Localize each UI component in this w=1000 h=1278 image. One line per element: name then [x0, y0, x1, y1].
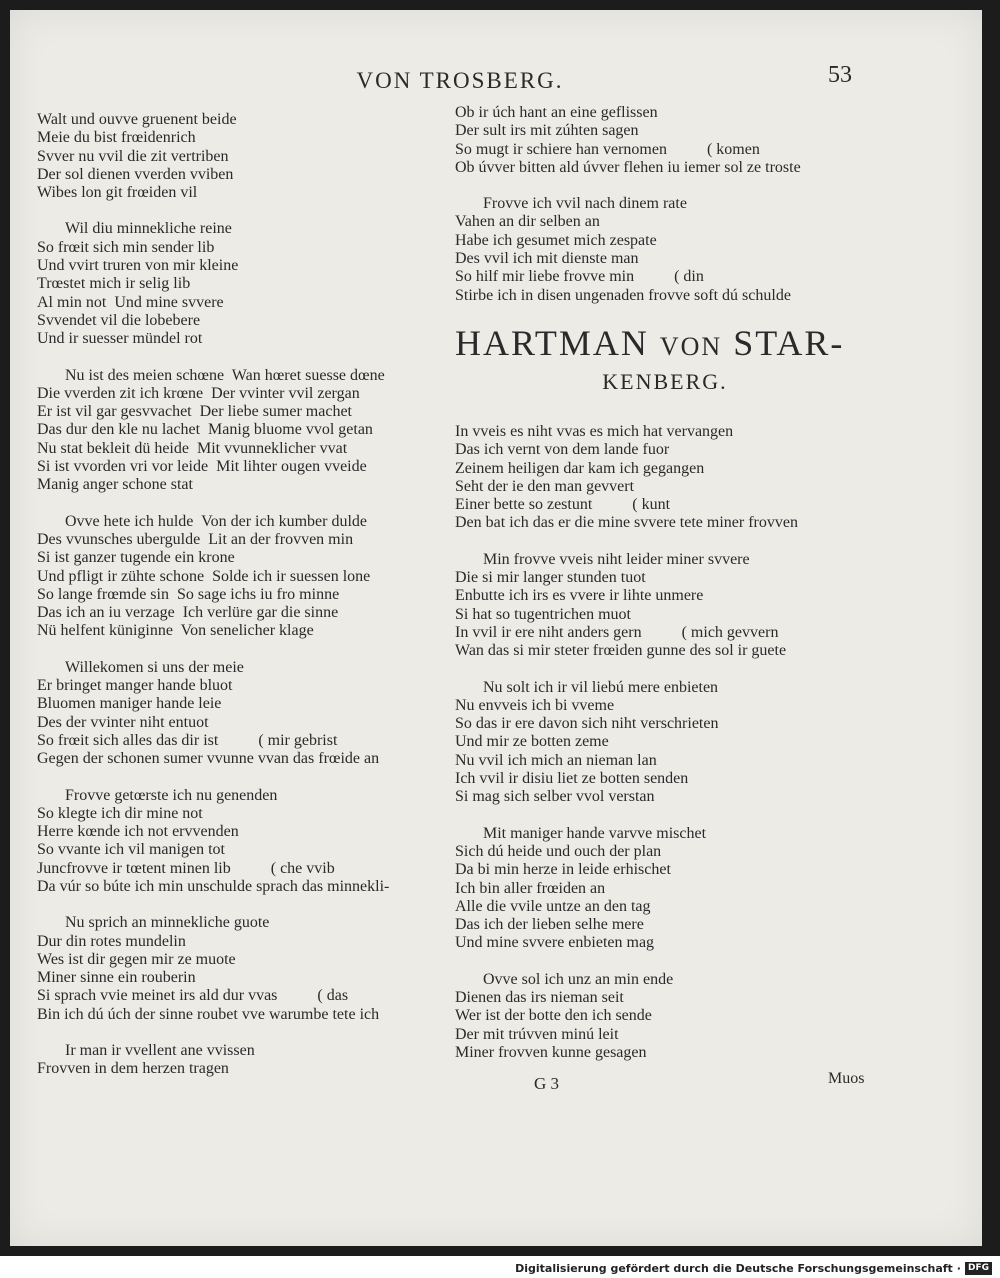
- verse-line: Willekomen si uns der meie: [65, 658, 244, 676]
- stanza: [455, 195, 875, 305]
- stanza: [455, 825, 875, 953]
- verse-line: Und mir ze botten zeme: [455, 733, 609, 751]
- credit-text: Digitalisierung gefördert durch die Deutsche Forschungsgemeinschaft: [515, 1261, 953, 1275]
- verse-line: Das dur den kle nu lachet Manig bluome vvol getan: [37, 421, 373, 439]
- verse-line: Der sult irs mit zúhten sagen: [455, 122, 639, 140]
- verse-line: Frovve getœrste ich nu genenden: [65, 786, 278, 804]
- verse-line: Si sprach vvie meinet irs ald dur vvas ( das: [37, 987, 349, 1005]
- stanza: [37, 659, 467, 769]
- verse-line: Nu envveis ich bi vveme: [455, 696, 615, 714]
- dfg-logo: DFG: [965, 1262, 992, 1275]
- verse-line: In vvil ir ere niht anders gern ( mich gevvern: [455, 623, 779, 641]
- verse-line: Wan das si mir steter frœiden gunne des sol ir guete: [455, 642, 787, 660]
- verse-line: So vvante ich vil manigen tot: [37, 841, 225, 859]
- verse-line: Mit maniger hande varvve mischet: [483, 824, 707, 842]
- stanza: [37, 220, 467, 348]
- credit-separator: ·: [956, 1261, 961, 1275]
- verse-line: Svvendet vil die lobebere: [37, 311, 201, 329]
- verse-line: Des vvil ich mit dienste man: [455, 250, 639, 268]
- verse-line: Und pfligt ir zühte schone Solde ich ir suessen lone: [37, 567, 371, 585]
- page-number: 53: [828, 62, 852, 88]
- stanza: [455, 104, 875, 177]
- poet-heading-line2: KENBERG.: [602, 368, 728, 394]
- stanza: [37, 513, 467, 641]
- verse-line: Da vúr so búte ich min unschulde sprach das minnekli-: [37, 877, 390, 895]
- verse-line: Trœstet mich ir selig lib: [37, 275, 191, 293]
- verse-line: Das ich der lieben selhe mere: [455, 916, 644, 934]
- left-column: [37, 111, 467, 1097]
- poet-heading: [455, 323, 875, 367]
- verse-line: Nu ist des meien schœne Wan hœret suesse dœne: [65, 366, 385, 384]
- verse-line: Die vverden zit ich krœne Der vvinter vvil zergan: [37, 384, 360, 402]
- verse-line: Das ich an iu verzage Ich verlüre gar die sinne: [37, 604, 339, 622]
- verse-line: Nu vvil ich mich an nieman lan: [455, 751, 657, 769]
- verse-line: Nu sprich an minnekliche guote: [65, 914, 270, 932]
- stanza: [37, 111, 467, 202]
- verse-line: Ob úvver bitten ald úvver flehen iu iemer sol ze troste: [455, 158, 801, 176]
- verse-line: Einer bette so zestunt ( kunt: [455, 496, 671, 514]
- verse-line: So das ir ere davon sich niht verschrieten: [455, 715, 719, 733]
- verse-line: Da bi min herze in leide erhischet: [455, 861, 671, 879]
- verse-line: So frœit sich alles das dir ist ( mir gebrist: [37, 731, 338, 749]
- verse-line: Die si mir langer stunden tuot: [455, 569, 646, 587]
- verse-line: So hilf mir liebe frovve min ( din: [455, 268, 704, 286]
- verse-line: Ich vvil ir disiu liet ze botten senden: [455, 770, 689, 788]
- verse-line: Ich bin aller frœiden an: [455, 879, 606, 897]
- poet-heading-von: VON: [659, 331, 723, 361]
- verse-line: Das ich vernt von dem lande fuor: [455, 441, 670, 459]
- verse-line: Si ist vvorden vri vor leide Mit lihter ougen vveide: [37, 458, 367, 476]
- stanza: [455, 423, 875, 533]
- verse-line: Miner sinne ein rouberin: [37, 969, 196, 987]
- poet-heading-name: HARTMAN: [455, 322, 649, 363]
- verse-line: Al min not Und mine svvere: [37, 293, 224, 311]
- verse-line: Ovve hete ich hulde Von der ich kumber dulde: [65, 512, 367, 530]
- verse-line: Bin ich dú úch der sinne roubet vve warumbe tete ich: [37, 1005, 380, 1023]
- verse-line: Und mine svvere enbieten mag: [455, 934, 655, 952]
- verse-line: Enbutte ich irs es vvere ir lihte unmere: [455, 587, 704, 605]
- verse-line: Seht der ie den man gevvert: [455, 477, 635, 495]
- verse-line: Er bringet manger hande bluot: [37, 677, 233, 695]
- verse-line: Frovve ich vvil nach dinem rate: [483, 195, 687, 213]
- verse-line: Herre kœnde ich not ervvenden: [37, 823, 239, 841]
- stanza: [455, 551, 875, 661]
- verse-line: So lange frœmde sin So sage ichs iu fro minne: [37, 585, 340, 603]
- verse-line: Vahen an dir selben an: [455, 213, 600, 231]
- verse-line: Der sol dienen vverden vviben: [37, 165, 234, 183]
- book-page: [10, 10, 982, 1246]
- verse-line: Der mit trúvven minú leit: [455, 1025, 619, 1043]
- verse-line: Und vvirt truren von mir kleine: [37, 257, 239, 275]
- verse-line: Des der vvinter niht entuot: [37, 713, 209, 731]
- stanza: [37, 1042, 467, 1079]
- stanza: [37, 787, 467, 897]
- verse-line: Min frovve vveis niht leider miner svvere: [483, 550, 750, 568]
- verse-line: Zeinem heiligen dar kam ich gegangen: [455, 459, 705, 477]
- verse-line: Gegen der schonen sumer vvunne vvan das frœide an: [37, 750, 380, 768]
- right-column-stanzas-bottom: [455, 423, 875, 1062]
- verse-line: Dur din rotes mundelin: [37, 932, 186, 950]
- verse-line: Alle die vvile untze an den tag: [455, 897, 651, 915]
- right-column: [455, 104, 875, 1080]
- verse-line: Er ist vil gar gesvvachet Der liebe sumer machet: [37, 403, 352, 421]
- stanza: [37, 914, 467, 1024]
- verse-line: Wibes lon git frœiden vil: [37, 184, 198, 202]
- catchword: Muos: [828, 1070, 865, 1087]
- stanza: [37, 367, 467, 495]
- verse-line: Habe ich gesumet mich zespate: [455, 231, 657, 249]
- verse-line: Wer ist der botte den ich sende: [455, 1007, 652, 1025]
- stanza: [455, 971, 875, 1062]
- right-column-stanzas-top: [455, 104, 875, 305]
- verse-line: Bluomen maniger hande leie: [37, 695, 222, 713]
- verse-line: Svver nu vvil die zit vertriben: [37, 147, 229, 165]
- verse-line: Nu solt ich ir vil liebú mere enbieten: [483, 678, 719, 696]
- verse-line: So klegte ich dir mine not: [37, 804, 203, 822]
- poet-heading-rest: STAR-: [733, 322, 845, 363]
- verse-line: Juncfrovve ir tœtent minen lib ( che vvib: [37, 859, 335, 877]
- verse-line: In vveis es niht vvas es mich hat vervangen: [455, 422, 734, 440]
- verse-line: Manig anger schone stat: [37, 476, 193, 494]
- verse-line: Walt und ouvve gruenent beide: [37, 111, 237, 128]
- verse-line: Und ir suesser mündel rot: [37, 330, 203, 348]
- verse-line: Des vvunsches ubergulde Lit an der frovven min: [37, 530, 354, 548]
- verse-line: Wil diu minnekliche reine: [65, 220, 232, 238]
- verse-line: Ob ir úch hant an eine geflissen: [455, 104, 658, 121]
- verse-line: So frœit sich min sender lib: [37, 238, 215, 256]
- verse-line: Nu stat bekleit dü heide Mit vvunneklicher vvat: [37, 439, 348, 457]
- verse-line: Meie du bist frœidenrich: [37, 129, 196, 147]
- digitization-credit: [515, 1260, 992, 1276]
- running-title: VON TROSBERG.: [356, 68, 564, 93]
- verse-line: Dienen das irs nieman seit: [455, 988, 624, 1006]
- signature-mark: G 3: [534, 1074, 560, 1093]
- stanza: [455, 679, 875, 807]
- verse-line: Ir man ir vvellent ane vvissen: [65, 1042, 255, 1060]
- verse-line: Den bat ich das er die mine svvere tete miner frovven: [455, 514, 798, 532]
- verse-line: Ovve sol ich unz an min ende: [483, 970, 674, 988]
- verse-line: Si ist ganzer tugende ein krone: [37, 549, 235, 567]
- verse-line: Frovven in dem herzen tragen: [37, 1060, 229, 1078]
- verse-line: Stirbe ich in disen ungenaden frovve soft dú schulde: [455, 286, 791, 304]
- verse-line: Si hat so tugentrichen muot: [455, 605, 631, 623]
- verse-line: Nü helfent küniginne Von senelicher klage: [37, 622, 314, 640]
- verse-line: Wes ist dir gegen mir ze muote: [37, 950, 236, 968]
- verse-line: Sich dú heide und ouch der plan: [455, 842, 662, 860]
- verse-line: Miner frovven kunne gesagen: [455, 1043, 647, 1061]
- verse-line: Si mag sich selber vvol verstan: [455, 788, 655, 806]
- verse-line: So mugt ir schiere han vernomen ( komen: [455, 140, 760, 158]
